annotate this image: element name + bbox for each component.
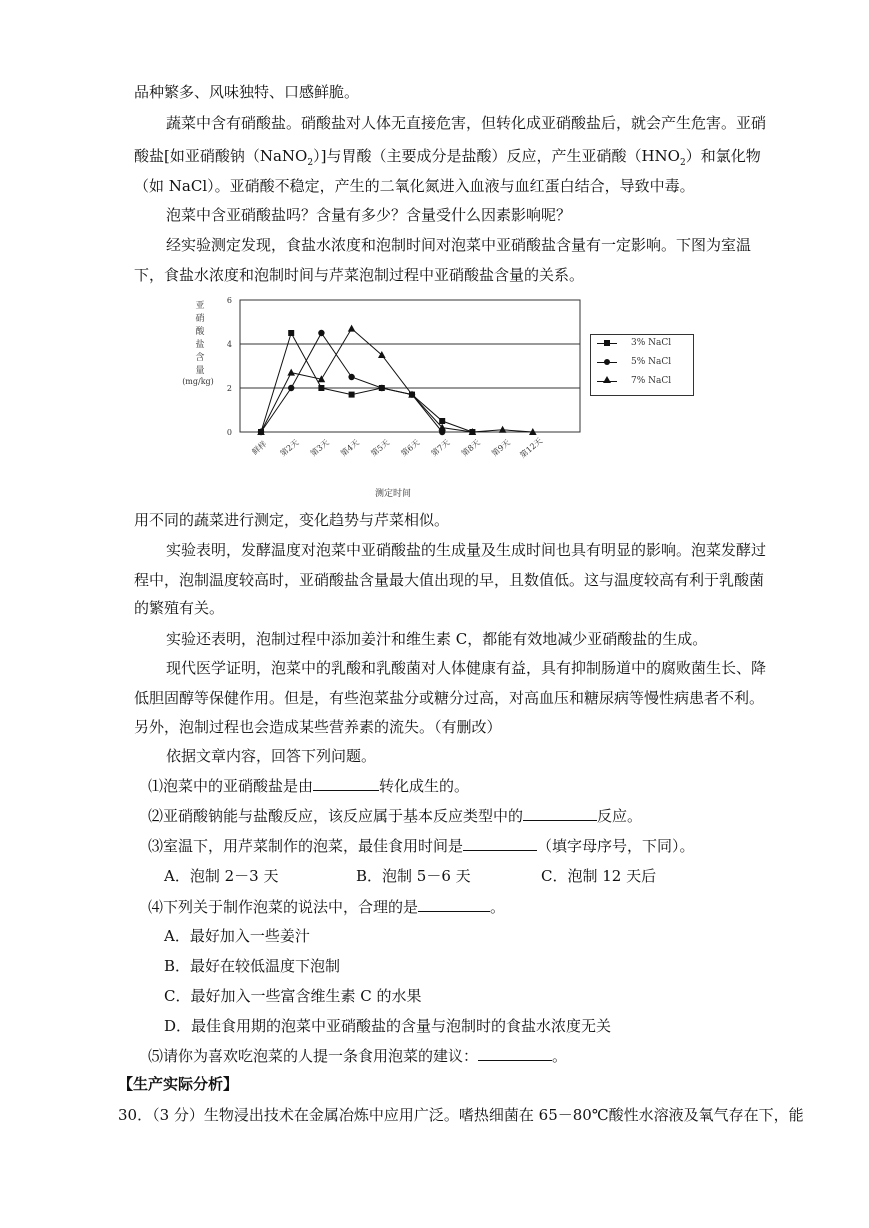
circle-icon — [604, 359, 610, 365]
paragraph-line: 的繁殖有关。 — [134, 599, 225, 617]
paragraph-line: 低胆固醇等保健作用。但是，有些泡菜盐分或糖分过高，对高血压和糖尿病等慢性病患者不利。 — [134, 689, 765, 707]
x-axis-label: 测定时间 — [374, 489, 412, 499]
paragraph-line: 实验还表明，泡制过程中添加姜汁和维生素 C，都能有效地减少亚硝酸盐的生成。 — [166, 630, 708, 648]
square-icon — [604, 340, 610, 346]
paragraph-line: 实验表明，发酵温度对泡菜中亚硝酸盐的生成量及生成时间也具有明显的影响。泡菜发酵过 — [166, 541, 767, 559]
option-b[interactable]: B．最好在较低温度下泡制 — [164, 957, 341, 975]
x-tick-label: 第4天 — [339, 437, 361, 459]
paragraph-line: 蔬菜中含有硝酸盐。硝酸盐对人体无直接危害，但转化成亚硝酸盐后，就会产生危害。亚硝 — [166, 114, 767, 132]
section-heading: 【生产实际分析】 — [118, 1075, 239, 1093]
x-tick-label: 第2天 — [278, 437, 301, 459]
x-tick-label: 第9天 — [490, 437, 512, 459]
y-axis-label-char: 硝 — [195, 314, 205, 324]
formula-nano2: NaNO$_2$ — [259, 147, 314, 168]
paragraph-line: （如 NaCl）。亚硝酸不稳定，产生的二氧化氮进入血液与血红蛋白结合，导致中毒。 — [134, 177, 695, 195]
text-segment: ）]与胃酸（主要成分是盐酸）反应，产生亚硝酸（ — [313, 147, 642, 165]
y-tick-label: 2 — [226, 384, 232, 393]
option-a[interactable]: A．泡制 2－3 天 — [164, 867, 279, 885]
paragraph-line — [134, 146, 761, 173]
paragraph-line: 依据文章内容，回答下列问题。 — [166, 747, 377, 765]
answer-blank[interactable] — [313, 776, 379, 791]
legend-label: 3% NaCl — [631, 338, 672, 348]
question-5: ⑸请你为喜欢吃泡菜的人提一条食用泡菜的建议： 。 — [148, 1047, 568, 1065]
option-b[interactable]: B．泡制 5－6 天 — [356, 867, 471, 885]
paragraph-line: 下，食盐水浓度和泡制时间与芹菜泡制过程中亚硝酸盐含量的关系。 — [134, 266, 585, 284]
answer-blank[interactable] — [523, 806, 597, 821]
formula-hno2: $HNO_2$ — [641, 147, 686, 168]
y-tick-label: 4 — [226, 340, 232, 349]
question-30: 30．（3 分）生物浸出技术在金属冶炼中应用广泛。嗜热细菌在 65－80℃酸性水溶液及氧气存在下，能 — [118, 1106, 804, 1124]
legend-label: 5% NaCl — [631, 357, 672, 367]
x-tick-label: 第8天 — [459, 437, 482, 459]
series-line — [261, 333, 442, 432]
y-axis-label-char: 盐 — [195, 340, 205, 350]
y-tick-label: 6 — [226, 296, 232, 305]
plot-frame — [240, 300, 580, 432]
legend-label: 7% NaCl — [631, 376, 672, 386]
text-segment: ）和氯化物 — [685, 147, 761, 165]
x-tick-label: 鲜样 — [250, 439, 269, 457]
question-4: ⑷下列关于制作泡菜的说法中，合理的是 。 — [148, 898, 506, 916]
legend — [590, 334, 694, 396]
triangle-marker — [499, 426, 507, 433]
answer-blank[interactable] — [463, 836, 537, 851]
option-a[interactable]: A．最好加入一些姜汁 — [164, 927, 310, 945]
paragraph-line: 品种繁多、风味独特、口感鲜脆。 — [134, 83, 360, 101]
square-marker — [318, 385, 324, 391]
x-tick-label: 第12天 — [518, 436, 545, 460]
paragraph-line: 程中，泡制温度较高时，亚硝酸盐含量最大值出现的早，且数值低。这与温度较高有利于乳酸菌 — [134, 571, 765, 589]
circle-marker — [379, 385, 385, 391]
nitrite-line-chart — [180, 296, 620, 502]
question-2: ⑵亚硝酸钠能与盐酸反应，该反应属于基本反应类型中的 反应。 — [148, 807, 643, 825]
circle-marker — [348, 374, 354, 380]
x-tick-label: 第7天 — [429, 437, 452, 459]
y-axis-label-char: 酸 — [195, 327, 205, 337]
circle-marker — [318, 330, 324, 336]
answer-blank[interactable] — [418, 897, 490, 912]
paragraph-line: 现代医学证明，泡菜中的乳酸和乳酸菌对人体健康有益，具有抑制肠道中的腐败菌生长、降 — [166, 659, 767, 677]
paragraph-line: 泡菜中含亚硝酸盐吗？含量有多少？含量受什么因素影响呢？ — [166, 206, 572, 224]
x-tick-label: 第6天 — [399, 437, 422, 459]
question-3: ⑶室温下，用芹菜制作的泡菜，最佳食用时间是 （填字母序号，下同）。 — [148, 837, 695, 855]
paragraph-line: 另外，泡制过程也会造成某些营养素的流失。（有删改） — [134, 718, 502, 736]
paragraph-line: 用不同的蔬菜进行测定，变化趋势与芹菜相似。 — [134, 511, 450, 529]
answer-blank[interactable] — [478, 1046, 552, 1061]
option-c[interactable]: C．最好加入一些富含维生素 C 的水果 — [164, 987, 422, 1005]
y-axis-unit: (mg/kg) — [182, 377, 214, 386]
triangle-icon — [603, 376, 611, 383]
square-marker — [349, 392, 355, 398]
x-tick-label: 第3天 — [308, 437, 331, 459]
triangle-marker — [348, 325, 356, 332]
x-tick-label: 第5天 — [369, 437, 392, 459]
y-axis-label-char: 量 — [195, 366, 205, 376]
option-c[interactable]: C．泡制 12 天后 — [541, 867, 657, 885]
option-d[interactable]: D．最佳食用期的泡菜中亚硝酸盐的含量与泡制时的食盐水浓度无关 — [164, 1017, 612, 1035]
y-tick-label: 0 — [226, 428, 232, 437]
paragraph-line: 经实验测定发现，食盐水浓度和泡制时间对泡菜中亚硝酸盐含量有一定影响。下图为室温 — [166, 236, 752, 254]
y-axis-label-char: 含 — [195, 353, 205, 363]
y-axis-label-char: 亚 — [195, 301, 205, 311]
square-marker — [439, 418, 445, 424]
circle-marker — [288, 385, 294, 391]
text-segment: 酸盐[如亚硝酸钠（ — [134, 147, 260, 165]
triangle-marker — [287, 369, 295, 376]
square-marker — [288, 330, 294, 336]
question-1: ⑴泡菜中的亚硝酸盐是由 转化成生的。 — [148, 777, 470, 795]
